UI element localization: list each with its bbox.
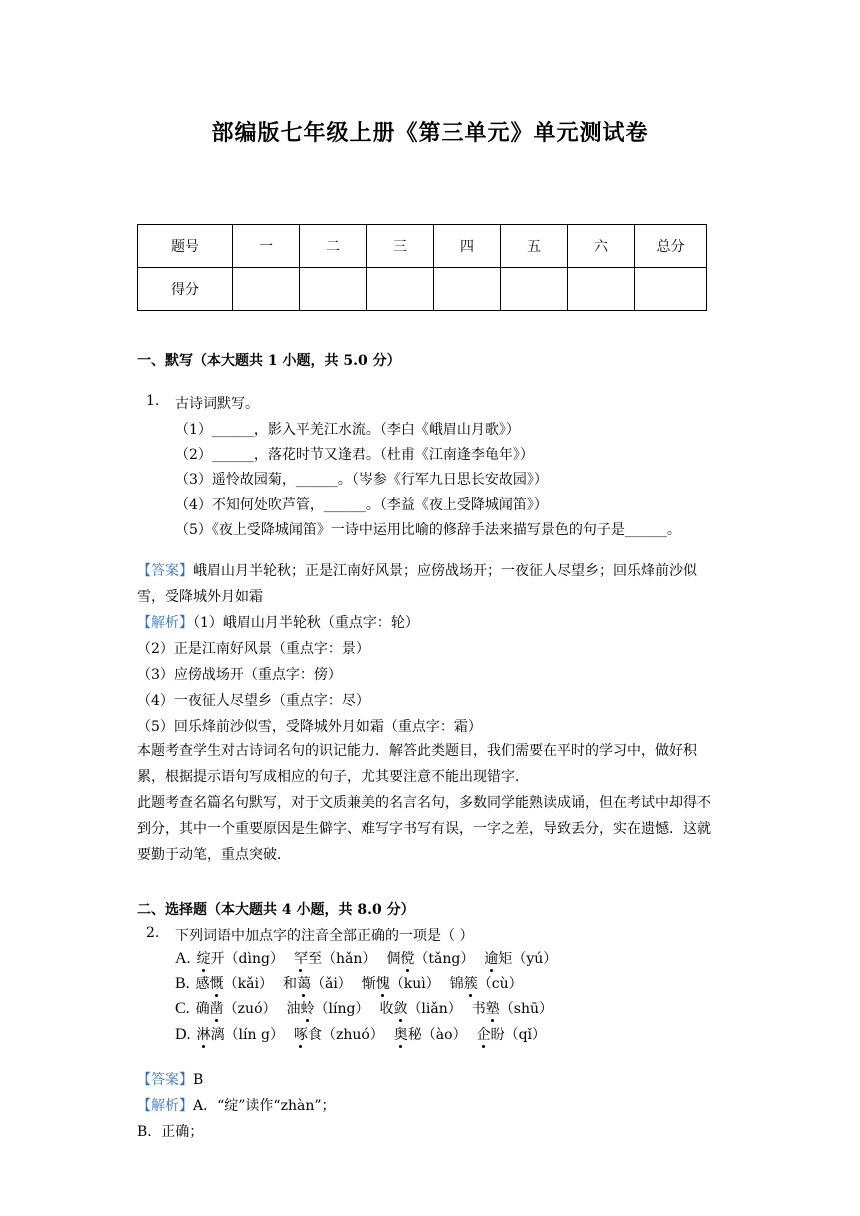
table-cell: 得分 xyxy=(138,268,233,311)
option-letter: A. xyxy=(175,950,191,967)
question-item: （3）遥怜故园菊，______。（岑参《行军九日思长安故园》） xyxy=(175,472,548,488)
analysis-paragraph: 此题考查名篇名句默写，对于文质兼美的名言名句，多数同学能熟读成诵，但在考试中却得不到分，其中一个重要原因是生僻字、难写字书写有误，一字之差，导致丢分，实在遗憾．这就要勤于动笔，重点突破． xyxy=(137,795,711,863)
dotted-character: 敛 xyxy=(393,1001,408,1017)
analysis-line: （4）一夜征人尽望乡（重点字：尽） xyxy=(137,693,370,709)
section-heading: 一、默写（本大题共 1 小题，共 5.0 分） xyxy=(137,353,401,369)
dotted-character: 簇 xyxy=(463,976,478,992)
dotted-character: 蔼 xyxy=(296,976,311,992)
table-cell: 三 xyxy=(367,225,434,268)
score-input-cell[interactable] xyxy=(367,268,434,311)
question-stem: 下列词语中加点字的注音全部正确的一项是（ ） xyxy=(175,928,474,944)
section-heading: 二、选择题（本大题共 4 小题，共 8.0 分） xyxy=(137,902,415,918)
dotted-character: 淋 xyxy=(196,1027,211,1043)
dotted-character: 傥 xyxy=(400,951,415,967)
question-item: （1）______，影入平羌江水流。（李白《峨眉山月歌》） xyxy=(175,422,520,438)
dotted-character: 逾 xyxy=(484,951,499,967)
option-word: 奥秘（ào） xyxy=(393,1027,467,1043)
score-input-cell[interactable] xyxy=(501,268,568,311)
dotted-character: 蛉 xyxy=(300,1001,315,1017)
option-word: 罕至（hǎn） xyxy=(293,951,377,967)
question-stem: 古诗词默写。 xyxy=(175,396,259,412)
analysis-tag: 【解析】 xyxy=(137,615,193,631)
option-d[interactable] xyxy=(175,1024,556,1044)
option-word: 绽开（dìng） xyxy=(196,951,284,967)
dotted-character: 凿 xyxy=(209,1001,224,1017)
score-input-cell[interactable] xyxy=(434,268,501,311)
option-letter: C. xyxy=(175,1000,190,1017)
question-item: （2）______，落花时节又逢君。（杜甫《江南逢李龟年》） xyxy=(175,447,534,463)
analysis-line: （5）回乐烽前沙似雪，受降城外月如霜（重点字：霜） xyxy=(137,719,482,735)
question-item: （5）《夜上受降城闻笛》一诗中运用比喻的修辞手法来描写景色的句子是______。 xyxy=(175,522,681,538)
analysis-tag: 【解析】 xyxy=(137,1098,193,1114)
score-input-cell[interactable] xyxy=(568,268,635,311)
analysis-line: B．正确； xyxy=(137,1124,204,1140)
score-table-header-row xyxy=(138,225,707,268)
question-number: 1. xyxy=(146,393,160,409)
table-cell: 题号 xyxy=(138,225,233,268)
option-c[interactable] xyxy=(175,998,563,1018)
dotted-character: 愧 xyxy=(375,976,390,992)
answer-tag: 【答案】 xyxy=(137,563,193,579)
option-word: 逾矩（yú） xyxy=(484,951,558,967)
dotted-character: 塾 xyxy=(485,1001,500,1017)
analysis-line: 【解析】（1）峨眉山月半轮秋（重点字：轮） xyxy=(137,615,419,631)
answer-tag: 【答案】 xyxy=(137,1072,193,1088)
answer-text: B xyxy=(193,1072,204,1088)
option-word: 收敛（liǎn） xyxy=(379,1001,462,1017)
score-table-score-row xyxy=(138,268,707,311)
option-letter: B. xyxy=(175,975,190,992)
question-item: （4）不知何处吹芦管，______。（李益《夜上受降城闻笛》） xyxy=(175,497,548,513)
option-word: 和蔼（ǎi） xyxy=(282,976,352,992)
table-cell: 六 xyxy=(568,225,635,268)
option-a[interactable] xyxy=(175,948,567,968)
option-word: 确凿（zuó） xyxy=(195,1001,277,1017)
table-cell: 总分 xyxy=(635,225,707,268)
option-word: 淋漓（lín g） xyxy=(196,1027,284,1043)
page-title: 部编版七年级上册《第三单元》单元测试卷 xyxy=(211,120,649,146)
option-word: 锦簇（cù） xyxy=(449,976,523,992)
option-word: 感慨（kǎi） xyxy=(195,976,273,992)
option-word: 书塾（shū） xyxy=(471,1001,553,1017)
analysis-line: （2）正是江南好风景（重点字：景） xyxy=(137,641,370,657)
analysis-line: （3）应傍战场开（重点字：傍） xyxy=(137,667,342,683)
dotted-character: 企 xyxy=(476,1027,491,1043)
table-cell: 四 xyxy=(434,225,501,268)
dotted-character: 奥 xyxy=(393,1027,408,1043)
table-cell: 一 xyxy=(233,225,300,268)
table-cell: 五 xyxy=(501,225,568,268)
answer-text: 峨眉山月半轮秋；正是江南好风景；应傍战场开；一夜征人尽望乡；回乐烽前沙似雪，受降城外月如霜 xyxy=(137,563,697,605)
analysis-paragraph: 本题考查学生对古诗词名句的识记能力．解答此类题目，我们需要在平时的学习中，做好积累，根据提示语句写成相应的句子，尤其要注意不能出现错字． xyxy=(137,743,697,785)
dotted-character: 绽 xyxy=(196,951,211,967)
answer-block xyxy=(137,1069,203,1089)
score-input-cell[interactable] xyxy=(300,268,367,311)
dotted-character: 罕 xyxy=(293,951,308,967)
analysis-line: 【解析】A．“绽”读作“zhàn”； xyxy=(137,1098,336,1114)
option-word: 企盼（qǐ） xyxy=(476,1027,547,1043)
dotted-character: 慨 xyxy=(209,976,224,992)
question-number: 2. xyxy=(146,925,160,941)
option-word: 倜傥（tǎng） xyxy=(386,951,475,967)
option-word: 啄食（zhuó） xyxy=(293,1027,384,1043)
score-input-cell[interactable] xyxy=(635,268,707,311)
option-word: 油蛉（líng） xyxy=(286,1001,370,1017)
score-input-cell[interactable] xyxy=(233,268,300,311)
option-word: 惭愧（kuì） xyxy=(361,976,440,992)
dotted-character: 啄 xyxy=(293,1027,308,1043)
answer-block xyxy=(137,558,717,610)
option-letter: D. xyxy=(175,1026,191,1043)
table-cell: 二 xyxy=(300,225,367,268)
option-b[interactable] xyxy=(175,973,533,993)
score-table xyxy=(137,224,707,311)
